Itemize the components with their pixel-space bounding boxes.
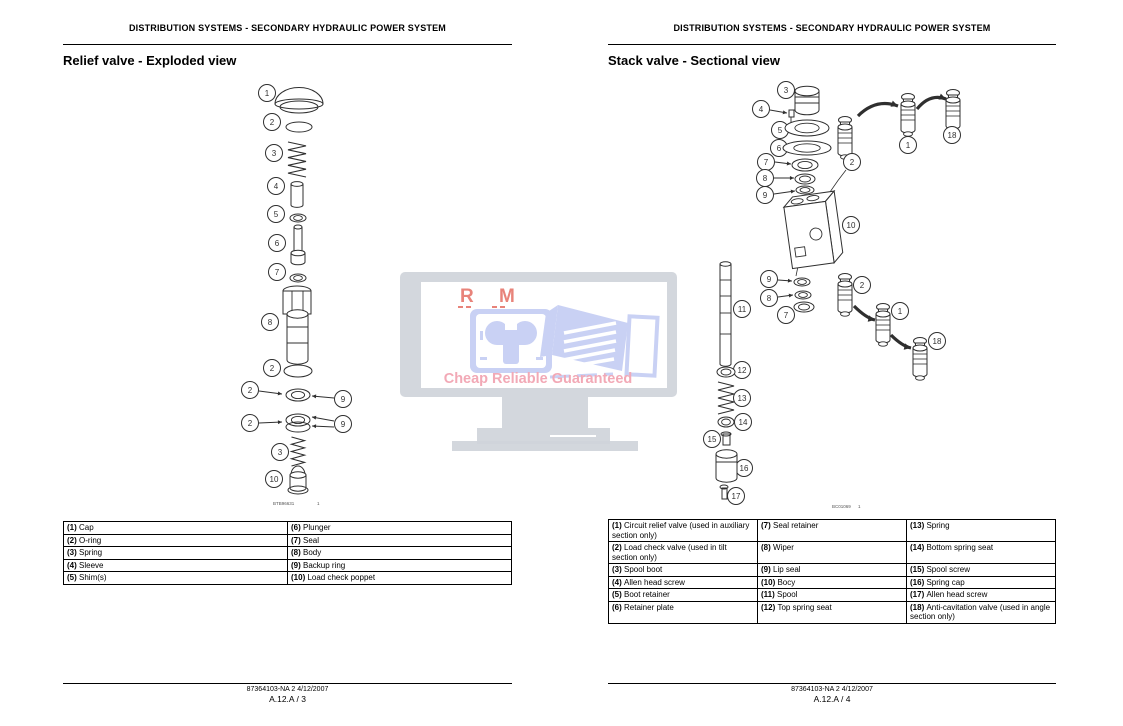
svg-text:15: 15: [707, 434, 717, 444]
footer-rule: [63, 683, 512, 684]
part-cell: (17) Allen head screw: [907, 589, 1056, 602]
footer-page-number: A.12.A / 3: [269, 694, 306, 704]
part-cell: (5) Boot retainer: [609, 589, 758, 602]
page-title: Stack valve - Sectional view: [608, 53, 780, 68]
footer-page-number: A.12.A / 4: [813, 694, 851, 704]
watermark-initials: R M: [460, 286, 525, 307]
svg-text:5: 5: [777, 125, 783, 135]
svg-text:7: 7: [763, 157, 769, 167]
table-row: [609, 520, 1056, 542]
table-row: [64, 522, 512, 535]
svg-text:9: 9: [766, 274, 772, 284]
svg-text:8: 8: [762, 173, 768, 183]
svg-text:7: 7: [274, 267, 280, 277]
header-rule: [608, 44, 1056, 45]
svg-text:1: 1: [905, 140, 911, 150]
part-cell: (3) Spring: [64, 547, 288, 560]
part-cell: (13) Spring: [907, 520, 1056, 542]
svg-text:2: 2: [247, 385, 253, 395]
part-cell: (4) Sleeve: [64, 559, 288, 572]
part-cell: (12) Top spring seat: [758, 601, 907, 623]
part-cell: (1) Cap: [64, 522, 288, 535]
footer-reference: 87364103-NA 2 4/12/2007: [246, 686, 329, 693]
svg-text:3: 3: [277, 447, 283, 457]
table-row: [64, 559, 512, 572]
footer-rule: [608, 683, 1056, 684]
table-row: [609, 564, 1056, 577]
svg-text:4: 4: [273, 181, 279, 191]
svg-text:13: 13: [737, 393, 747, 403]
svg-text:1: 1: [317, 501, 320, 506]
part-cell: (6) Retainer plate: [609, 601, 758, 623]
svg-text:8: 8: [267, 317, 273, 327]
part-cell: (7) Seal retainer: [758, 520, 907, 542]
part-cell: (15) Spool screw: [907, 564, 1056, 577]
header-rule: [63, 44, 512, 45]
svg-text:16: 16: [739, 463, 749, 473]
svg-text:7: 7: [783, 310, 789, 320]
part-cell: (8) Wiper: [758, 542, 907, 564]
svg-text:10: 10: [269, 474, 279, 484]
svg-text:1: 1: [858, 504, 861, 509]
svg-text:10: 10: [846, 220, 856, 230]
svg-text:12: 12: [737, 365, 747, 375]
part-cell: (4) Allen head screw: [609, 576, 758, 589]
table-row: [609, 589, 1056, 602]
part-cell: (2) O-ring: [64, 534, 288, 547]
part-cell: (14) Bottom spring seat: [907, 542, 1056, 564]
svg-text:8: 8: [766, 293, 772, 303]
footer-reference: 87364103-NA 2 4/12/2007: [791, 686, 873, 693]
svg-text:BC01069: BC01069: [832, 504, 851, 509]
part-cell: (5) Shim(s): [64, 572, 288, 585]
svg-text:11: 11: [737, 304, 747, 314]
parts-legend-table: [63, 521, 512, 585]
table-row: [64, 534, 512, 547]
svg-text:2: 2: [269, 363, 275, 373]
svg-text:6: 6: [274, 238, 280, 248]
part-cell: (9) Backup ring: [288, 559, 512, 572]
svg-text:BTB96631: BTB96631: [273, 501, 295, 506]
part-cell: (3) Spool boot: [609, 564, 758, 577]
part-cell: (10) Load check poppet: [288, 572, 512, 585]
svg-text:18: 18: [932, 336, 942, 346]
table-row: [609, 601, 1056, 623]
wrench-icon: [470, 309, 552, 373]
svg-text:6: 6: [776, 143, 782, 153]
table-row: [64, 572, 512, 585]
parts-legend-table: [608, 519, 1056, 624]
watermark: [400, 271, 677, 453]
table-row: [64, 547, 512, 560]
svg-text:9: 9: [340, 394, 346, 404]
svg-text:2: 2: [247, 418, 253, 428]
svg-text:2: 2: [269, 117, 275, 127]
svg-text:9: 9: [340, 419, 346, 429]
svg-text:14: 14: [738, 417, 748, 427]
page-title: Relief valve - Exploded view: [63, 53, 237, 68]
part-cell: (11) Spool: [758, 589, 907, 602]
part-cell: (7) Seal: [288, 534, 512, 547]
part-cell: (9) Lip seal: [758, 564, 907, 577]
svg-text:2: 2: [859, 280, 865, 290]
svg-text:3: 3: [783, 85, 789, 95]
svg-text:1: 1: [897, 306, 903, 316]
part-cell: (2) Load check valve (used in tilt section only): [609, 542, 758, 564]
table-row: [609, 542, 1056, 564]
part-cell: (16) Spring cap: [907, 576, 1056, 589]
svg-text:17: 17: [731, 491, 741, 501]
svg-text:5: 5: [273, 209, 279, 219]
page-header: DISTRIBUTION SYSTEMS - SECONDARY HYDRAULIC POWER SYSTEM: [128, 23, 447, 33]
part-cell: (18) Anti-cavitation valve (used in angle section only): [907, 601, 1056, 623]
table-row: [609, 576, 1056, 589]
page-header: DISTRIBUTION SYSTEMS - SECONDARY HYDRAULIC POWER SYSTEM: [673, 23, 991, 33]
part-cell: (8) Body: [288, 547, 512, 560]
svg-text:9: 9: [762, 190, 768, 200]
svg-text:2: 2: [849, 157, 855, 167]
svg-text:4: 4: [758, 104, 764, 114]
svg-text:1: 1: [264, 88, 270, 98]
svg-text:18: 18: [947, 130, 957, 140]
part-cell: (6) Plunger: [288, 522, 512, 535]
svg-text:3: 3: [271, 148, 277, 158]
watermark-slogan: Cheap Reliable Guaranteed: [443, 371, 633, 387]
part-cell: (1) Circuit relief valve (used in auxiliary section only): [609, 520, 758, 542]
part-cell: (10) Bocy: [758, 576, 907, 589]
